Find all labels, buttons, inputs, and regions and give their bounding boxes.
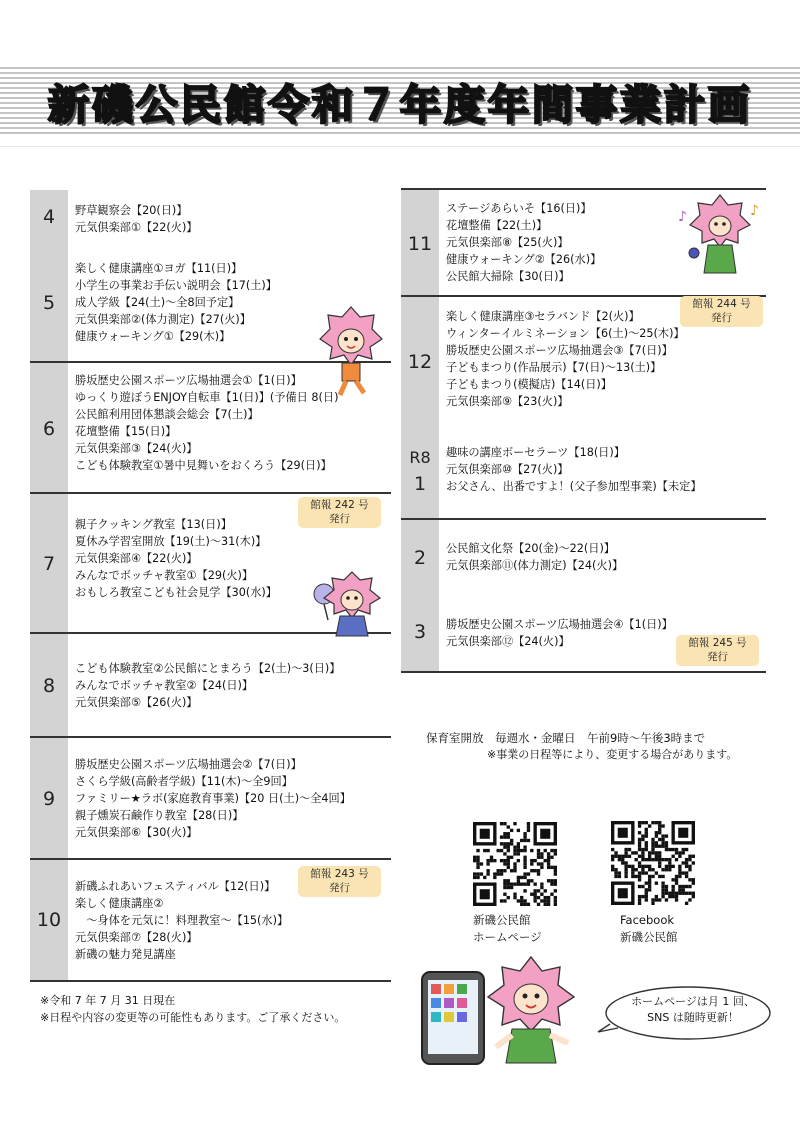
- event-item: 健康ウォーキング①【29(木)】: [75, 330, 231, 343]
- event-item: 元気倶楽部①【22(火)】: [75, 221, 198, 234]
- event-item: 元気倶楽部⑪(体力測定)【24(火)】: [446, 559, 624, 572]
- bubble-line1: ホームページは月 1 回、: [631, 995, 755, 1008]
- event-item: 元気倶楽部④【22(火)】: [75, 552, 198, 565]
- badge-subtext: 発行: [329, 882, 350, 894]
- homepage-label-line2: ホームページ: [473, 930, 542, 944]
- month-label: 9: [30, 738, 68, 860]
- event-item: 花壇整備【15(日)】: [75, 425, 177, 438]
- event-item: 子どもまつり(作品展示)【7(日)～13(土)】: [446, 361, 662, 374]
- event-item: 公民館文化祭【20(金)～22(日)】: [446, 542, 615, 555]
- disclaimer-note: ※日程や内容の変更等の可能性もあります。ご了承ください。: [40, 1011, 346, 1024]
- event-item: みんなでボッチャ教室①【29(火)】: [75, 569, 254, 582]
- year-label: R8: [409, 448, 431, 467]
- page-title: 新磯公民館令和７年度年間事業計画: [48, 81, 752, 129]
- mascot-running-illustration: [318, 305, 384, 397]
- event-item: 元気倶楽部⑧【25(火)】: [446, 236, 569, 249]
- homepage-qr-code[interactable]: [473, 822, 557, 906]
- newsletter-badge-244: [680, 296, 763, 327]
- badge-text: 館報 242 号: [310, 499, 369, 511]
- event-item: 健康ウォーキング②【26(水)】: [446, 253, 602, 266]
- event-item: 勝坂歴史公園スポーツ広場抽選会②【7(日)】: [75, 758, 302, 771]
- month-row-2: [401, 518, 766, 595]
- facebook-label-line1: Facebook: [620, 913, 675, 927]
- newsletter-badge-242: [298, 497, 381, 528]
- as-of-date-note: ※令和 7 年 7 月 31 日現在: [40, 994, 176, 1007]
- badge-subtext: 発行: [711, 312, 732, 324]
- event-item: 新磯の魅力発見講座: [75, 948, 176, 961]
- event-item: 楽しく健康講座③セラバンド【2(火)】: [446, 310, 640, 323]
- event-item: 元気倶楽部⑩【27(火)】: [446, 463, 569, 476]
- event-item: 元気倶楽部⑥【30(火)】: [75, 826, 198, 839]
- event-item: 新磯ふれあいフェスティバル【12(日)】: [75, 880, 276, 893]
- month-label: [401, 424, 439, 518]
- event-item: 公民館大掃除【30(日)】: [446, 270, 570, 283]
- speech-bubble-text: [618, 994, 768, 1026]
- event-item: さくら学級(高齢者学級)【11(木)～全9回】: [75, 775, 293, 788]
- event-item: こども体験教室①暑中見舞いをおくろう【29(日)】: [75, 459, 332, 472]
- month-label: 7: [30, 494, 68, 634]
- month-number: 1: [413, 473, 427, 495]
- event-item: ウィンターイルミネーション【6(土)～25(木)】: [446, 327, 685, 340]
- event-item: 勝坂歴史公園スポーツ広場抽選会③【7(日)】: [446, 344, 673, 357]
- facebook-qr-code[interactable]: [611, 821, 695, 905]
- facebook-label: [600, 912, 710, 946]
- event-item: 楽しく健康講座②: [75, 897, 164, 910]
- event-item: おもしろ教室こども社会見学【30(水)】: [75, 586, 277, 599]
- homepage-label-line1: 新磯公民館: [473, 913, 531, 927]
- event-item: 親子クッキング教室【13(日)】: [75, 518, 232, 531]
- event-item: 公民館利用団体懇談会総会【7(土)】: [75, 408, 259, 421]
- month-row-9: [30, 736, 391, 860]
- month-label: 6: [30, 363, 68, 494]
- event-item: ファミリー★ラボ(家庭教育事業)【20 日(土)～全4回】: [75, 792, 351, 805]
- event-item: ～身体を元気に！料理教室～【15(水)】: [75, 914, 289, 927]
- homepage-label: [455, 912, 565, 946]
- month-row-r8-1: [401, 424, 766, 518]
- event-item: 元気倶楽部⑦【28(火)】: [75, 931, 198, 944]
- badge-subtext: 発行: [329, 513, 350, 525]
- newsletter-badge-245: [676, 635, 759, 666]
- bubble-line2: SNS は随時更新！: [647, 1011, 739, 1024]
- month-label: 3: [401, 593, 439, 671]
- event-item: 元気倶楽部⑨【23(火)】: [446, 395, 569, 408]
- month-label: 2: [401, 520, 439, 595]
- event-item: 成人学級【24(土)～全8回予定】: [75, 296, 240, 309]
- month-label: 8: [30, 634, 68, 738]
- event-item: 勝坂歴史公園スポーツ広場抽選会④【1(日)】: [446, 618, 673, 631]
- event-item: 勝坂歴史公園スポーツ広場抽選会①【1(日)】: [75, 374, 302, 387]
- mascot-greeting-illustration: [476, 955, 586, 1065]
- facebook-label-line2: 新磯公民館: [620, 930, 678, 944]
- event-item: 花壇整備【22(土)】: [446, 219, 548, 232]
- event-item: 野草観察会【20(日)】: [75, 204, 188, 217]
- badge-subtext: 発行: [707, 651, 728, 663]
- month-label: 10: [30, 860, 68, 980]
- event-item: 夏休み学習室開放【19(土)～31(木)】: [75, 535, 267, 548]
- svg-text:♪: ♪: [750, 203, 759, 219]
- mascot-music-illustration: [676, 193, 764, 279]
- month-label: 11: [401, 190, 439, 297]
- svg-text:♪: ♪: [678, 209, 687, 225]
- event-item: 親子燻炭石鹸作り教室【28(日)】: [75, 809, 244, 822]
- event-item: こども体験教室②公民館にとまろう【2(土)～3(日)】: [75, 662, 341, 675]
- month-row-8: [30, 632, 391, 738]
- newsletter-badge-243: [298, 866, 381, 897]
- schedule-change-note: ※事業の日程等により、変更する場合があります。: [487, 748, 738, 761]
- event-item: みんなでボッチャ教室②【24(日)】: [75, 679, 254, 692]
- event-item: 元気倶楽部⑫【24(火)】: [446, 635, 570, 648]
- event-item: 趣味の講座ボーセラーツ【18(日)】: [446, 446, 625, 459]
- month-label: 4: [30, 190, 68, 244]
- title-divider: [0, 146, 800, 147]
- event-item: 小学生の事業お手伝い説明会【17(土)】: [75, 279, 277, 292]
- month-label: 12: [401, 297, 439, 426]
- badge-text: 館報 244 号: [692, 298, 751, 310]
- nursery-note: 保育室開放 毎週水・金曜日 午前9時～午後3時まで: [426, 731, 706, 745]
- event-item: お父さん、出番ですよ！(父子参加型事業)【未定】: [446, 480, 702, 493]
- event-item: 子どもまつり(模擬店)【14(日)】: [446, 378, 612, 391]
- badge-text: 館報 243 号: [310, 868, 369, 880]
- event-item: 元気倶楽部②(体力測定)【27(火)】: [75, 313, 251, 326]
- mascot-yukata-illustration: [312, 570, 388, 638]
- month-label: 5: [30, 244, 68, 361]
- event-item: ゆっくり遊ぼうENJOY自転車【1(日)】(予備日 8(日): [75, 391, 339, 404]
- event-item: 元気倶楽部③【24(火)】: [75, 442, 198, 455]
- event-item: ステージあらいそ【16(日)】: [446, 202, 592, 215]
- badge-text: 館報 245 号: [688, 637, 747, 649]
- event-item: 楽しく健康講座①ヨガ【11(日)】: [75, 262, 243, 275]
- event-item: 元気倶楽部⑤【26(火)】: [75, 696, 198, 709]
- month-row-4: [30, 190, 391, 244]
